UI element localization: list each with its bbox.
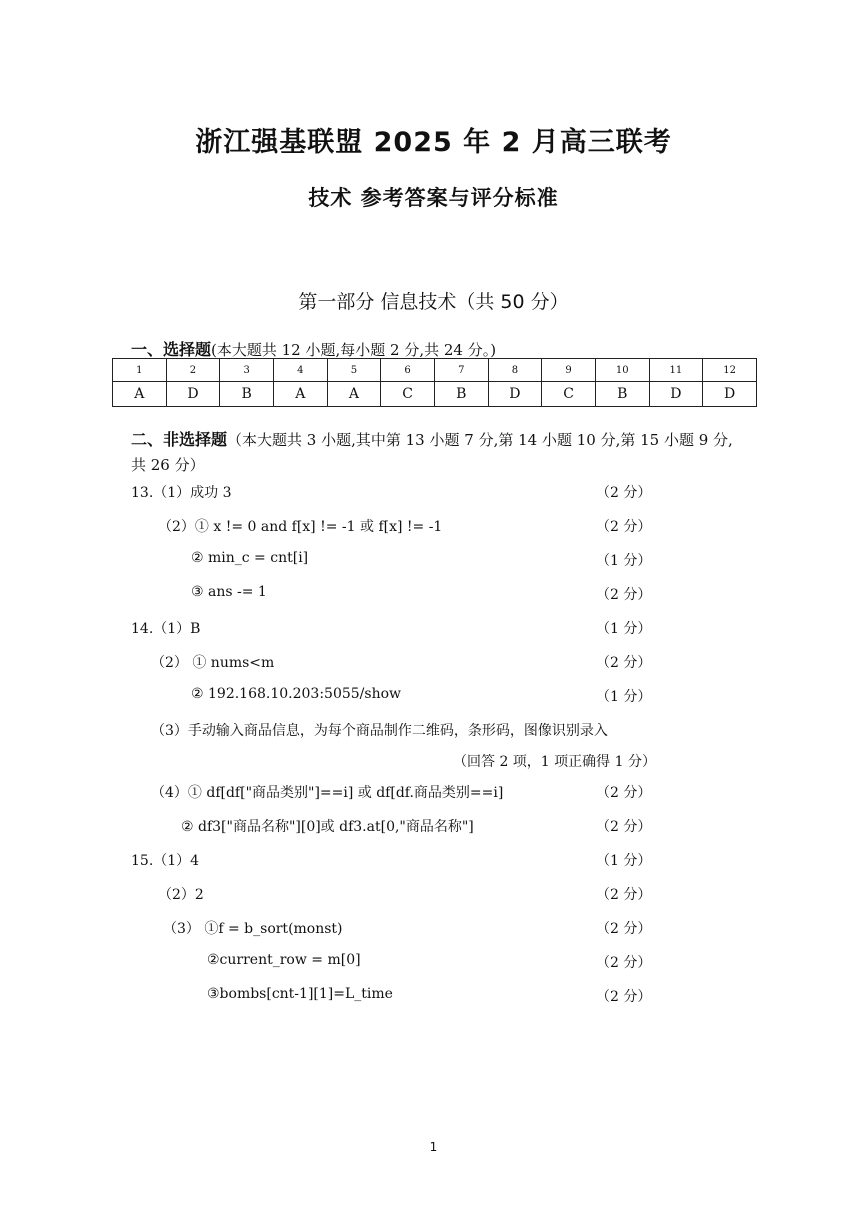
answer-cell: D — [166, 382, 220, 407]
answer-cell: D — [649, 382, 703, 407]
section1-heading — [131, 337, 496, 360]
question-number-cell: 2 — [166, 359, 220, 382]
answer-line: ② 192.168.10.203:5055/show — [191, 686, 402, 702]
score-label: （2 分） — [596, 819, 652, 835]
answer-line: 14.（1）B — [131, 621, 201, 637]
page-number: 1 — [429, 1140, 438, 1154]
answer-line: ③bombs[cnt-1][1]=L_time — [207, 986, 393, 1002]
score-label: （2 分） — [596, 655, 652, 671]
score-label: （2 分） — [596, 519, 652, 535]
question-number-cell: 5 — [327, 359, 381, 382]
document-subtitle: 技术 参考答案与评分标准 — [308, 186, 559, 210]
section2-desc-line1: （本大题共 3 小题,其中第 13 小题 7 分,第 14 小题 10 分,第 15 小题 9 分, — [227, 431, 733, 449]
answer-line: （2）① x != 0 and f[x] != -1 或 f[x] != -1 — [158, 519, 443, 535]
score-label: （1 分） — [596, 553, 652, 569]
section1-label: 一、选择题 — [131, 340, 212, 359]
score-label: （2 分） — [596, 785, 652, 801]
score-label: （1 分） — [596, 621, 652, 637]
section1-desc: (本大题共 12 小题,每小题 2 分,共 24 分。) — [211, 341, 497, 359]
score-label: （2 分） — [596, 587, 652, 603]
answer-cell: A — [113, 382, 167, 407]
section2-label: 二、非选择题 — [131, 430, 228, 449]
question-number-cell: 1 — [113, 359, 167, 382]
answer-cell: C — [381, 382, 435, 407]
part-heading: 第一部分 信息技术（共 50 分） — [298, 291, 569, 313]
score-label: （2 分） — [596, 955, 652, 971]
answer-cell: B — [434, 382, 488, 407]
question-number-cell: 8 — [488, 359, 542, 382]
section2-desc-line2: 共 26 分） — [131, 456, 205, 474]
answer-cell: C — [542, 382, 596, 407]
answer-line: （2） ① nums<m — [151, 655, 275, 671]
question-number-cell: 10 — [595, 359, 649, 382]
question-number-cell: 6 — [381, 359, 435, 382]
answer-line: （3）手动输入商品信息，为每个商品制作二维码，条形码，图像识别录入 — [151, 723, 608, 739]
answer-cell: A — [327, 382, 381, 407]
answer-line: ②current_row = m[0] — [207, 952, 361, 968]
score-label: （2 分） — [596, 887, 652, 903]
answer-table-key-row — [113, 382, 757, 407]
question-number-cell: 4 — [273, 359, 327, 382]
score-label: （2 分） — [596, 989, 652, 1005]
answer-line: 13.（1）成功 3 — [131, 485, 232, 501]
question-number-cell: 11 — [649, 359, 703, 382]
grading-note: （回答 2 项，1 项正确得 1 分） — [453, 754, 656, 770]
answer-line: （4）① df[df["商品类别"]==i] 或 df[df.商品类别==i] — [151, 785, 504, 801]
answer-line: 15.（1）4 — [131, 853, 200, 869]
question-number-cell: 9 — [542, 359, 596, 382]
answer-cell: A — [273, 382, 327, 407]
answer-table — [112, 358, 757, 407]
answer-line: ③ ans -= 1 — [191, 584, 267, 600]
question-number-cell: 7 — [434, 359, 488, 382]
answer-line: ② df3["商品名称"][0]或 df3.at[0,"商品名称"] — [181, 819, 474, 835]
score-label: （2 分） — [596, 485, 652, 501]
answer-line: （3） ①f = b_sort(monst) — [163, 921, 343, 937]
answer-line: ② min_c = cnt[i] — [191, 550, 309, 566]
score-label: （1 分） — [596, 689, 652, 705]
answer-cell: D — [703, 382, 757, 407]
document-title: 浙江强基联盟 2025 年 2 月高三联考 — [195, 127, 672, 158]
answer-table-number-row — [113, 359, 757, 382]
section2-heading — [131, 427, 733, 450]
answer-cell: B — [220, 382, 274, 407]
answer-line: （2）2 — [158, 887, 204, 903]
question-number-cell: 3 — [220, 359, 274, 382]
answer-cell: D — [488, 382, 542, 407]
score-label: （1 分） — [596, 853, 652, 869]
score-label: （2 分） — [596, 921, 652, 937]
question-number-cell: 12 — [703, 359, 757, 382]
answer-cell: B — [595, 382, 649, 407]
